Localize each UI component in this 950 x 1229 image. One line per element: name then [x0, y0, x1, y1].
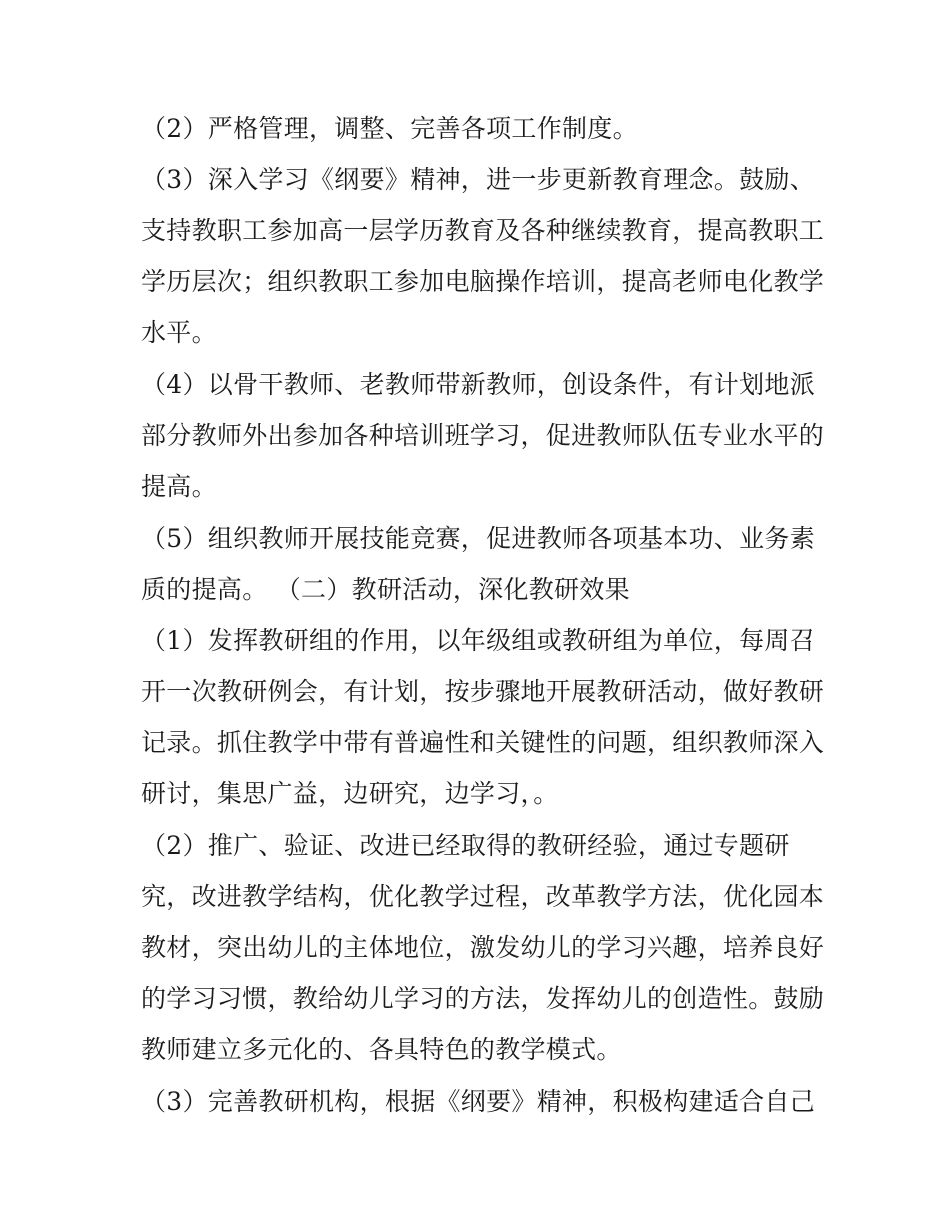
document-body [141, 108, 825, 1132]
text-line: （5）组织教师开展技能竞赛，促进教师各项基本功、业务素 [141, 524, 816, 553]
text-line: 的学习习惯，教给幼儿学习的方法，发挥幼儿的创造性。鼓励 [141, 984, 825, 1013]
text-line: 开一次教研例会，有计划，按步骤地开展教研活动，做好教研 [141, 677, 825, 706]
text-line: （4）以骨干教师、老教师带新教师，创设条件，有计划地派 [141, 370, 816, 399]
text-line: 学历层次；组织教职工参加电脑操作培训，提高老师电化教学 [141, 267, 825, 296]
text-line: 教材，突出幼儿的主体地位，激发幼儿的学习兴趣，培养良好 [141, 933, 825, 962]
text-line: （3）深入学习《纲要》精神，进一步更新教育理念。鼓励、 [141, 165, 816, 194]
text-line: 提高。 [141, 472, 217, 501]
text-line: 支持教职工参加高一层学历教育及各种继续教育，提高教职工 [141, 216, 825, 245]
text-line: 研讨，集思广益，边研究，边学习，。 [141, 779, 559, 808]
text-line: 记录。抓住教学中带有普遍性和关键性的问题，组织教师深入 [141, 728, 825, 757]
text-line: 教师建立多元化的、各具特色的教学模式。 [141, 1035, 622, 1064]
text-line: （3）完善教研机构，根据《纲要》精神，积极构建适合自己 [141, 1087, 816, 1116]
text-line: （1）发挥教研组的作用，以年级组或教研组为单位，每周召 [141, 626, 816, 655]
text-line: 部分教师外出参加各种培训班学习，促进教师队伍专业水平的 [141, 421, 825, 450]
text-line: （2）推广、验证、改进已经取得的教研经验，通过专题研 [141, 831, 790, 860]
text-line: 水平。 [141, 318, 217, 347]
text-line: 质的提高。 （二）教研活动，深化教研效果 [141, 575, 630, 604]
text-line: （2）严格管理，调整、完善各项工作制度。 [141, 114, 638, 143]
text-line: 究，改进教学结构，优化教学过程，改革教学方法，优化园本 [141, 882, 825, 911]
